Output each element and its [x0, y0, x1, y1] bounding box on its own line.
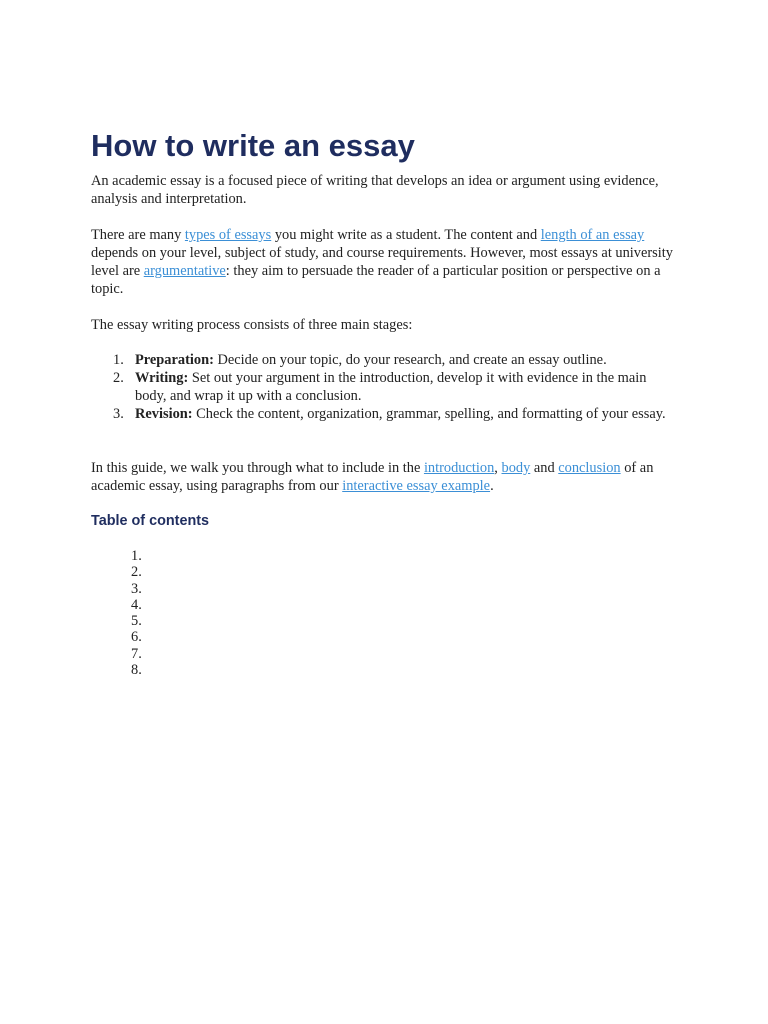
text-span: you might write as a student. The content and — [271, 227, 541, 243]
text-span: of an academic essay, using paragraphs from our — [91, 460, 654, 494]
toc-item[interactable]: 3. — [131, 580, 142, 597]
text-span: : they aim to persuade the reader of a particular position or perspective on a topic. — [91, 263, 661, 297]
text-span: . — [490, 478, 494, 494]
stage-item-preparation — [91, 351, 681, 369]
text-span: In this guide, we walk you through what to include in the — [91, 460, 424, 476]
toc-item[interactable]: 6. — [131, 629, 142, 646]
conclusion-link[interactable]: conclusion — [558, 460, 621, 476]
stage-number: 3. — [113, 406, 124, 422]
page-title: How to write an essay — [91, 128, 415, 163]
intro-paragraph: An academic essay is a focused piece of writing that develops an idea or argument using evidence, analysis and interpretation. — [91, 173, 659, 207]
stage-text: Set out your argument in the introduction, develop it with evidence in the main body, and wrap it up with a conclusion. — [135, 370, 647, 404]
introduction-link[interactable]: introduction — [423, 460, 495, 476]
toc-item[interactable]: 4. — [131, 596, 142, 613]
toc-item[interactable]: 5. — [131, 613, 142, 630]
argumentative-link[interactable]: argumentative — [143, 263, 226, 279]
toc-item[interactable]: 8. — [131, 662, 142, 679]
text-span: depends on your level, subject of study, and course requirements. However, most essays at university level are — [91, 245, 673, 279]
toc-item[interactable]: 1. — [131, 548, 142, 564]
stage-label: Revision: — [135, 406, 193, 422]
toc-item[interactable]: 2. — [131, 564, 142, 581]
stage-label: Preparation: — [135, 352, 214, 368]
essay-types-paragraph — [91, 226, 681, 298]
toc-item[interactable]: 7. — [131, 645, 142, 662]
toc-list — [131, 548, 142, 678]
body-link[interactable]: body — [501, 460, 531, 476]
stage-label: Writing: — [135, 370, 189, 386]
text-span: , — [494, 460, 502, 476]
stage-number: 2. — [113, 370, 124, 386]
text-span: and — [530, 460, 559, 476]
interactive-essay-example-link[interactable]: interactive essay example — [342, 478, 491, 494]
length-of-an-essay-link[interactable]: length of an essay — [540, 227, 645, 243]
types-of-essays-link[interactable]: types of essays — [184, 227, 272, 243]
stage-item-writing — [91, 369, 681, 405]
stage-text: Check the content, organization, grammar, spelling, and formatting of your essay. — [192, 406, 666, 422]
stage-text: Decide on your topic, do your research, and create an essay outline. — [213, 352, 607, 368]
stage-item-revision — [91, 405, 681, 423]
process-intro: The essay writing process consists of three main stages: — [91, 317, 413, 333]
stages-list — [91, 351, 681, 423]
text-span: There are many — [91, 227, 185, 243]
guide-paragraph — [91, 459, 681, 495]
toc-heading: Table of contents — [91, 513, 210, 529]
stage-number: 1. — [113, 352, 124, 368]
